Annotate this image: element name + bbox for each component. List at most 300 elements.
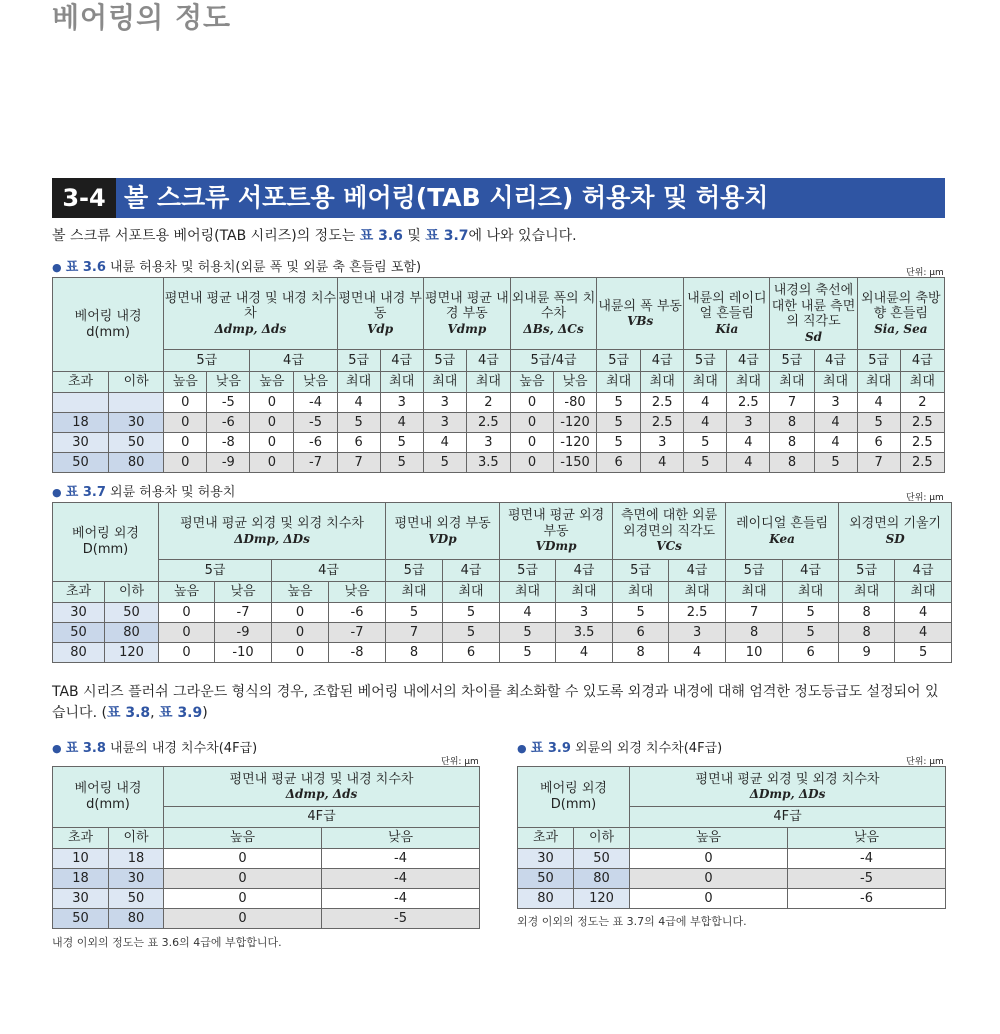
value-cell: 5 [423,453,466,473]
table-row [53,889,480,909]
value-cell: 4 [895,603,952,623]
value-cell: 5 [597,433,641,453]
value-cell: 0 [272,623,329,643]
value-cell: 5 [613,603,669,623]
max-cell: 최대 [443,582,500,603]
kia-symbol: Kia [715,321,739,336]
vbs-label: 내륜의 폭 부동 [598,298,682,314]
size-cell: 30 [109,869,164,889]
grade-cell: 4급 [250,350,337,372]
high-cell: 높음 [272,582,329,603]
size-cell: 120 [574,889,630,909]
grade-cell: 4급 [669,560,726,582]
size-cell: 120 [105,643,159,663]
value-cell: 2.5 [900,453,944,473]
value-cell: 2.5 [641,413,684,433]
para-sep: , [150,705,160,721]
value-cell: 4 [727,453,770,473]
kia-header [684,278,770,350]
max-cell: 최대 [500,582,556,603]
dmp-header [630,767,946,807]
para-text: TAB 시리즈 플러쉬 그라운드 형식의 경우, 조합된 베어링 내에서의 차이를 최소화할 수 있도록 외경과 내경에 대해 엄격한 정도등급도 설정되어 있습니다. ( [52,684,939,721]
unit-label: 단위: μm [441,757,479,767]
ref-table-3-7: 표 3.7 [425,228,469,244]
size-cell: 80 [105,623,159,643]
bullet-icon: ● [52,486,62,499]
value-cell: 5 [500,643,556,663]
bullet-icon: ● [52,261,62,274]
value-cell: 0 [159,603,215,623]
caption-label: 표 3.6 [65,260,106,275]
value-cell: 4 [684,413,727,433]
value-cell: 0 [510,413,553,433]
value-cell: 3 [380,393,423,413]
value-cell: 3 [556,603,613,623]
value-cell: 2 [900,393,944,413]
value-cell: -4 [322,869,480,889]
low-cell: 낮음 [207,372,250,393]
size-cell: 50 [105,603,159,623]
bore-unit: d(mm) [86,324,130,340]
table-row [53,869,480,889]
dmp-header [164,278,337,350]
value-cell: 5 [443,603,500,623]
table-3-8-body [53,849,480,929]
value-cell: -5 [788,869,946,889]
value-cell: -6 [329,603,386,623]
od-label: 베어링 외경 [72,526,139,542]
caption-text: 내륜의 내경 치수차(4F급) [105,741,258,756]
page-title: 베어링의 정도 [52,1,232,34]
table-3-9 [517,766,946,909]
grade-cell: 5급 [337,350,380,372]
section-header [52,178,945,218]
od-header [53,503,159,582]
size-cell: 50 [518,869,574,889]
size-cell: 10 [53,849,109,869]
vdmp-label: 평면내 평균 외경 부동 [507,508,605,539]
value-cell: 6 [613,623,669,643]
value-cell: -7 [329,623,386,643]
value-cell: 7 [386,623,443,643]
max-cell: 최대 [814,372,857,393]
low-cell: 낮음 [215,582,272,603]
od-unit: D(mm) [82,542,129,557]
value-cell: -6 [294,433,337,453]
value-cell: 5 [386,603,443,623]
grade-cell: 4급 [900,350,944,372]
vdp-symbol: Vdp [367,321,394,336]
value-cell: 0 [164,889,322,909]
max-cell: 최대 [684,372,727,393]
sd-label: 외경면의 기울기 [849,516,942,531]
value-cell: 4 [727,433,770,453]
value-cell: 0 [164,433,207,453]
value-cell: -4 [788,849,946,869]
value-cell: 3 [423,413,466,433]
value-cell: -6 [207,413,250,433]
sd-header [839,503,952,560]
table-3-8 [52,766,480,929]
grade-cell: 5급/4급 [510,350,596,372]
max-cell: 최대 [900,372,944,393]
value-cell: 2 [466,393,510,413]
table-3-7 [52,502,952,663]
vdp-symbol: VDp [428,531,457,546]
grade-cell: 4급 [641,350,684,372]
grade-cell: 5급 [613,560,669,582]
dmp-symbol: ΔDmp, ΔDs [234,531,310,546]
kea-header [726,503,839,560]
sia-label: 외내륜의 축방향 흔들림 [861,290,941,322]
dmp-symbol: ΔDmp, ΔDs [749,787,826,802]
value-cell: 3 [641,433,684,453]
value-cell: 6 [337,433,380,453]
value-cell: 0 [630,869,788,889]
value-cell: 5 [337,413,380,433]
value-cell: 0 [272,603,329,623]
value-cell: 0 [164,393,207,413]
size-cell: 50 [53,623,105,643]
value-cell: -4 [294,393,337,413]
high-cell: 높음 [164,372,207,393]
over-cell: 초과 [518,828,574,849]
table-3-6 [52,277,945,473]
size-cell: 50 [109,889,164,909]
table-row [53,433,945,453]
value-cell: 8 [770,433,814,453]
grade-cell: 4F급 [164,807,480,828]
size-cell: 50 [53,453,109,473]
bullet-icon: ● [517,742,527,755]
value-cell: 3 [466,433,510,453]
max-cell: 최대 [386,582,443,603]
sia-symbol: Sia, Sea [874,321,928,336]
value-cell: -80 [554,393,597,413]
grade-cell: 5급 [597,350,641,372]
value-cell: 0 [510,453,553,473]
unit-label: 단위: μm [906,268,944,278]
max-cell: 최대 [839,582,895,603]
table-row [53,643,952,663]
table-3-9-note: 외경 이외의 정도는 표 3.7의 4급에 부합합니다. [517,915,747,928]
value-cell: 3 [727,413,770,433]
value-cell: 9 [839,643,895,663]
table-row [53,453,945,473]
bs-symbol: ΔBs, ΔCs [523,321,584,336]
value-cell: -120 [554,413,597,433]
value-cell: -120 [554,433,597,453]
value-cell: 0 [510,433,553,453]
sd-symbol: SD [885,531,905,546]
max-cell: 최대 [727,372,770,393]
max-cell: 최대 [641,372,684,393]
grade-cell: 5급 [684,350,727,372]
vbs-header [597,278,684,350]
size-cell: 18 [53,869,109,889]
bore-label: 베어링 내경 [74,308,142,324]
size-cell: 30 [53,433,109,453]
value-cell: -4 [322,849,480,869]
section-title: 볼 스크류 서포트용 베어링(TAB 시리즈) 허용차 및 허용치 [124,183,769,212]
vcs-symbol: VCs [656,539,682,554]
value-cell: 3 [669,623,726,643]
grade-cell: 4급 [727,350,770,372]
vcs-header [613,503,726,560]
value-cell: 5 [443,623,500,643]
value-cell: 3 [423,393,466,413]
grade-cell: 5급 [726,560,783,582]
low-cell: 낮음 [788,828,946,849]
low-cell: 낮음 [322,828,480,849]
value-cell: 2.5 [641,393,684,413]
bore-label: 베어링 내경 [74,781,142,797]
size-cell: 18 [109,849,164,869]
table-3-7-body [53,603,952,663]
value-cell: 5 [380,453,423,473]
value-cell: 4 [814,413,857,433]
max-cell: 최대 [337,372,380,393]
grade-cell: 5급 [500,560,556,582]
value-cell: 10 [726,643,783,663]
sd-header [770,278,857,350]
under-cell: 이하 [105,582,159,603]
grade-cell: 4급 [556,560,613,582]
sd-label: 내경의 축선에 대한 내륜 측면의 직각도 [771,282,856,330]
max-cell: 최대 [857,372,900,393]
size-cell: 80 [574,869,630,889]
max-cell: 최대 [895,582,952,603]
grade-cell: 5급 [423,350,466,372]
value-cell: 0 [159,623,215,643]
vdp-header [337,278,423,350]
value-cell: 5 [684,433,727,453]
value-cell: 4 [641,453,684,473]
table-3-9-caption [517,737,722,756]
grade-cell: 4F급 [630,807,946,828]
low-cell: 낮음 [294,372,337,393]
table-row [53,413,945,433]
value-cell: 0 [250,453,294,473]
vdmp-header [423,278,510,350]
value-cell: 3.5 [466,453,510,473]
size-cell: 80 [518,889,574,909]
dmp-label: 평면내 평균 외경 및 외경 치수차 [695,771,880,787]
max-cell: 최대 [613,582,669,603]
value-cell: 0 [164,849,322,869]
grade-cell: 5급 [164,350,250,372]
value-cell: -9 [207,453,250,473]
table-row [53,623,952,643]
value-cell: 5 [783,623,839,643]
value-cell: 5 [597,393,641,413]
dmp-symbol: Δdmp, Δds [214,321,287,336]
size-cell: 30 [53,889,109,909]
unit-label: 단위: μm [906,493,944,503]
high-cell: 높음 [250,372,294,393]
value-cell: 3 [814,393,857,413]
value-cell: 7 [337,453,380,473]
over-cell: 초과 [53,828,109,849]
value-cell: 7 [770,393,814,413]
value-cell: 0 [164,413,207,433]
intro-after: 에 나와 있습니다. [468,228,577,244]
grade-cell: 5급 [770,350,814,372]
od-label: 베어링 외경 [540,781,607,797]
value-cell: -8 [207,433,250,453]
vdp-label: 평면내 내경 부동 [338,290,422,322]
max-cell: 최대 [556,582,613,603]
low-cell: 낮음 [329,582,386,603]
caption-text: 외륜의 외경 치수차(4F급) [570,741,723,756]
value-cell: 5 [684,453,727,473]
max-cell: 최대 [726,582,783,603]
para-end: ) [202,705,208,721]
value-cell: -7 [294,453,337,473]
ref-table-3-9: 표 3.9 [159,705,203,721]
caption-text: 내륜 허용차 및 허용치(외륜 폭 및 외륜 축 흔들림 포함) [105,260,422,275]
table-3-7-caption [52,481,235,500]
caption-label: 표 3.7 [65,485,106,500]
value-cell: 5 [597,413,641,433]
size-cell [53,393,109,413]
under-cell: 이하 [109,828,164,849]
grade-cell: 4급 [272,560,386,582]
value-cell: 6 [857,433,900,453]
section-number: 3-4 [52,178,116,218]
table-3-6-body [53,393,945,473]
value-cell: 4 [556,643,613,663]
value-cell: 5 [380,433,423,453]
vcs-label: 측면에 대한 외륜 외경면의 직각도 [620,508,718,539]
table-row [518,849,946,869]
caption-label: 표 3.9 [530,741,571,756]
value-cell: 6 [783,643,839,663]
value-cell: 6 [443,643,500,663]
table-3-8-caption [52,737,257,756]
value-cell: 3.5 [556,623,613,643]
value-cell: 8 [839,603,895,623]
vdmp-symbol: VDmp [535,539,577,554]
value-cell: 4 [337,393,380,413]
caption-label: 표 3.8 [65,741,106,756]
max-cell: 최대 [380,372,423,393]
low-cell: 낮음 [554,372,597,393]
value-cell: -150 [554,453,597,473]
intro-text [52,225,577,245]
size-cell: 50 [574,849,630,869]
high-cell: 높음 [164,828,322,849]
table-3-9-body [518,849,946,909]
ref-table-3-6: 표 3.6 [359,228,403,244]
ref-table-3-8: 표 3.8 [106,705,151,721]
value-cell: 4 [380,413,423,433]
under-cell: 이하 [109,372,164,393]
value-cell: 0 [159,643,215,663]
value-cell: -7 [215,603,272,623]
max-cell: 최대 [423,372,466,393]
grade-cell: 4급 [783,560,839,582]
value-cell: 2.5 [727,393,770,413]
value-cell: 0 [164,869,322,889]
intro-before: 볼 스크류 서포트용 베어링(TAB 시리즈)의 정도는 [52,228,360,244]
bs-header [510,278,596,350]
grade-cell: 4급 [380,350,423,372]
table-row [518,889,946,909]
value-cell: 0 [630,849,788,869]
kia-label: 내륜의 레이디얼 흔들림 [687,290,767,322]
od-header [518,767,630,828]
vdmp-symbol: Vdmp [447,321,487,336]
value-cell: -9 [215,623,272,643]
value-cell: 4 [500,603,556,623]
size-cell: 30 [109,413,164,433]
over-cell: 초과 [53,372,109,393]
value-cell: 0 [250,413,294,433]
dmp-header [164,767,480,807]
od-unit: D(mm) [550,797,597,812]
value-cell: 4 [669,643,726,663]
unit-label: 단위: μm [906,757,944,767]
value-cell: 0 [164,909,322,929]
size-cell: 18 [53,413,109,433]
value-cell: 0 [250,393,294,413]
grade-cell: 4급 [814,350,857,372]
value-cell: -4 [322,889,480,909]
bore-header [53,278,164,372]
vdmp-label: 평면내 평균 내경 부동 [425,290,509,322]
value-cell: -8 [329,643,386,663]
bs-label: 외내륜 폭의 치수차 [511,290,596,322]
vdp-label: 평면내 외경 부동 [394,516,491,531]
caption-text: 외륜 허용차 및 허용치 [105,485,236,500]
grade-cell: 5급 [857,350,900,372]
size-cell: 50 [53,909,109,929]
max-cell: 최대 [466,372,510,393]
value-cell: 7 [857,453,900,473]
value-cell: 8 [770,413,814,433]
value-cell: -5 [322,909,480,929]
value-cell: 0 [630,889,788,909]
intro-mid: 및 [402,228,426,244]
table-row [53,603,952,623]
value-cell: -6 [788,889,946,909]
value-cell: 4 [423,433,466,453]
dmp-label: 평면내 평균 외경 및 외경 치수차 [180,516,364,531]
value-cell: 8 [613,643,669,663]
value-cell: 0 [250,433,294,453]
value-cell: -5 [294,413,337,433]
grade-cell: 4급 [895,560,952,582]
grade-cell: 5급 [386,560,443,582]
flush-ground-paragraph [52,682,952,724]
over-cell: 초과 [53,582,105,603]
value-cell: 5 [857,413,900,433]
value-cell: 8 [726,623,783,643]
table-row [53,849,480,869]
size-cell: 80 [109,453,164,473]
kea-label: 레이디얼 흔들림 [736,516,829,531]
value-cell: 5 [500,623,556,643]
value-cell: 2.5 [900,433,944,453]
vdp-header [386,503,500,560]
table-row [518,869,946,889]
value-cell: 5 [783,603,839,623]
table-row [53,393,945,413]
bullet-icon: ● [52,742,62,755]
grade-cell: 4급 [443,560,500,582]
under-cell: 이하 [574,828,630,849]
